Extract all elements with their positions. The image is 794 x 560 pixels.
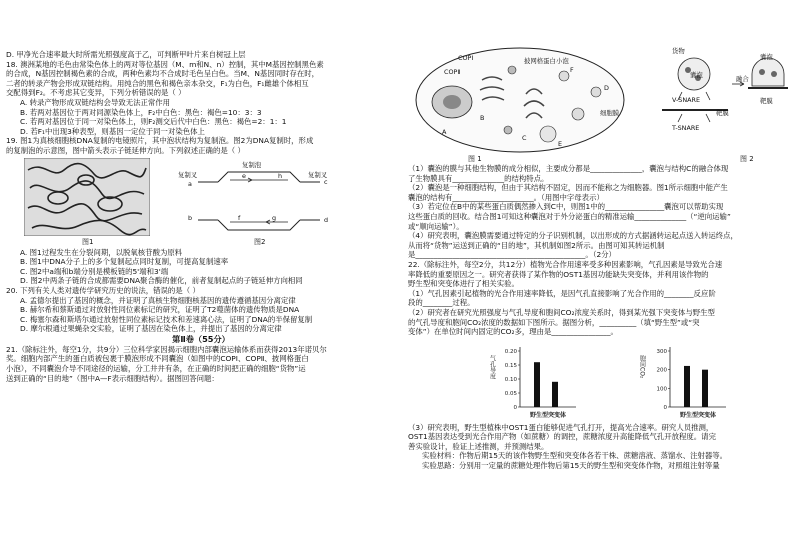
q22-3-line-2: OST1基因表达受到光合作用产物（如蔗糖）的调控，蔗糖浓度升高能降低气孔开放程度。请完: [408, 432, 716, 442]
replication-bubble-diagram: [194, 170, 324, 232]
q18-stem-4: 交配得到F₂。不考虑其它变异，下列分析错误的是（ ）: [6, 88, 186, 98]
chart2-tick-label: 200: [656, 367, 667, 374]
q20-option-a: A. 孟德尔提出了基因的概念，并证明了真核生物细胞核基因的遗传遵循基因分离定律: [20, 295, 296, 305]
q18-option-c: C. 若两对基因位于同一对染色体上，则F₂测交后代中白色：黑色：褐色=2：1：1: [20, 117, 287, 127]
vesicle2-label: 囊泡: [760, 53, 773, 61]
target-membrane-label: 靶膜: [716, 109, 729, 117]
structure-c-label: C: [522, 134, 527, 142]
replication-fork-left-label: 复制叉: [178, 170, 198, 179]
q22-stem-2: 率降低的重要原因之一。研究者获得了某作物的OST1基因功能缺失突变体，并利用该作物的: [408, 269, 709, 279]
q18-option-a: A. 转录产物形成双链结构会导致无法正常作用: [20, 97, 171, 107]
q22-3-line-4: 实验材料：作物后期15天的该作物野生型和突变体各若干株、蔗糖溶液、蒸馏水、注射器等。: [422, 451, 728, 461]
q20-option-c: C. 梅塞尔森和斯塔尔通过放射性同位素标记技术和差速离心法，证明了DNA的半保留复制: [20, 314, 313, 324]
q20-option-b: B. 赫尔希和蔡斯通过对放射性同位素标记的研究，证明了T2噬菌体的遗传物质是DNA: [20, 305, 300, 315]
chart1-bar-2: [552, 381, 558, 406]
chart2-x-label: 野生型突变体: [679, 411, 717, 419]
chart2-tick-label: 300: [656, 348, 667, 355]
label-g: g: [272, 213, 277, 222]
label-h: h: [278, 171, 283, 180]
q21-3-line-2: 这些蛋白质的回收。结合图1可知这种囊泡对于外分泌蛋白的精准运输______________（“逆向运输”: [408, 211, 731, 221]
q21-stem-2: 奖。细胞内部产生的蛋白质被包裹于膜泡形成不同囊泡（如图中的COPⅠ、COPⅡ、披网格蛋白: [6, 354, 309, 364]
q21-1-line-1: （1）囊泡的膜与其他生物膜的成分相似，主要成分都是______________，囊泡与结构C的融合体现: [408, 164, 729, 173]
chart1-x-label: 野生型突变体: [529, 411, 567, 419]
q21-figure: [408, 44, 792, 164]
chart2-tick-label: 0: [663, 404, 667, 411]
clathrin-vesicle-label: 披网格蛋白小泡: [524, 57, 569, 65]
replication-bubble-label: 复制泡: [242, 160, 262, 169]
vesicle-label: 囊泡: [690, 71, 703, 79]
label-e: e: [242, 171, 246, 180]
q21-4-line-3: 是______________________________________________。（2分）: [408, 250, 616, 260]
q19-option-b: B. 图1中DNA分子上的多个复制起点同时复制，可提高复制速率: [20, 257, 229, 267]
q21-4-line-1: （4）研究表明，囊泡膜需要通过特定的分子识别机制，以出形成的方式据涵转运起点送入转运终点，: [408, 231, 738, 241]
q19-stem-1: 19. 图1为真核细胞核DNA复制的电镜照片，其中泡状结构为复制泡。图2为DNA复制时，形成: [6, 136, 314, 146]
q21-stem-1: 21.（除标注外，每空1分，共9分）三位科学家因揭示细胞内部囊泡运输体系而获得2013年诺贝尔: [6, 344, 327, 354]
copII-label: COPⅡ: [444, 68, 461, 76]
t-snare-label: T-SNARE: [672, 124, 700, 132]
structure-b-label: B: [480, 114, 485, 122]
q22-2-line-3: 变体”）在单位时间内固定的CO₂多，理由是________________。: [408, 327, 618, 337]
chart1-tick-label: 0.05: [504, 390, 517, 397]
q21-1-line-2: 了生物膜具有______________的结构特点。: [408, 173, 549, 183]
q22-charts: [408, 337, 792, 423]
q18-option-b: B. 若两对基因位于两对同源染色体上，F₂中白色：黑色：褐色=10：3：3: [20, 107, 262, 117]
q19-stem-2: 的复制泡的示意图，图中箭头表示子链延伸方向。下列叙述正确的是（ ）: [6, 145, 245, 155]
q21-4-line-2: 从而将“货物”运送到正确的“目的地”，其机制如图2所示。由图可知其转运机制: [408, 240, 665, 250]
q22-stem-1: 22.（除标注外，每空2分，共12分）植物光合作用速率受多种因素影响，气孔因素是导致光合速: [408, 259, 723, 269]
q22-1-line-2: 段的________过程。: [408, 298, 475, 308]
copI-label: COPⅠ: [458, 54, 474, 62]
label-f: f: [238, 213, 241, 222]
q22-3-line-1: （3）研究表明，野生型植株中OST1蛋白能够促进气孔打开，提高光合速率。研究人员推测，: [408, 422, 714, 432]
q21-stem-4: 送到正确的“目的地”（图中A—F表示细胞结构）。据图回答问题：: [6, 373, 219, 383]
target2-label: 靶膜: [760, 97, 773, 105]
q21-2-line-2: 囊泡的结构有______________________。（用图中字母表示）: [408, 192, 604, 202]
structure-d-label: D: [604, 84, 609, 92]
chart1-bar-1: [534, 362, 540, 407]
structure-e-label: E: [558, 140, 563, 148]
q17-option-d: D. 甲净光合速率最大时所需光照强度高于乙，可判断甲叶片来自树冠上层: [6, 50, 246, 59]
em-photo: [24, 158, 150, 236]
label-c: c: [324, 177, 328, 186]
section-2-heading: 第Ⅱ卷（55分）: [172, 333, 230, 344]
fig-2-caption: 图 2: [740, 155, 754, 163]
q22-2-line-2: 的气孔导度和胞间CO₂浓度的数据如下图所示。据图分析，__________（填“野生型”或“突: [408, 317, 700, 327]
fusion-label: 融合: [736, 75, 749, 83]
label-a: a: [188, 179, 192, 188]
chart1-tick-label: 0.20: [504, 348, 517, 355]
q19-option-d: D. 图2中两条子链的合成都需要DNA聚合酶的催化，前者复制起点的子链延伸方向相同: [20, 276, 303, 286]
q18-stem-2: 的合成，N基因控制褐色素的合成，两种色素均不合成时毛色呈白色。当M、N基因同时存在时，: [6, 69, 320, 79]
chart2-bar-1: [684, 366, 690, 407]
fig2-caption: 图2: [254, 237, 266, 246]
q22-1-line-1: （1）气孔因素引起植物的光合作用速率降低，是因气孔直接影响了光合作用的________反应阶: [408, 288, 716, 298]
chart1-tick-label: 0.10: [504, 376, 517, 383]
chart1-y-label: 气孔导度: [488, 354, 496, 379]
q21-3-line-1: （3）若定位在B中的某些蛋白质偶然掺入到C中，则图1中的________________囊泡可以帮助实现: [408, 202, 724, 212]
chart2-tick-label: 100: [656, 386, 667, 393]
q19-option-c: C. 图2中a端和b端分别是模板链的5'端和3'端: [20, 266, 169, 276]
q20-stem: 20. 下列有关人类对遗传学研究历史的说法，错误的是（ ）: [6, 285, 200, 295]
fig1-caption: 图1: [82, 237, 94, 246]
fig-1-caption: 图 1: [468, 155, 482, 163]
label-d: d: [324, 215, 329, 224]
bar-charts: [408, 337, 792, 423]
left-column: [6, 0, 396, 383]
chart1-tick-label: 0.15: [504, 362, 517, 369]
chart1-tick-label: 0: [513, 404, 517, 411]
q22-3-line-5: 实验思路：分别用一定量的蔗糖处理作物后第15天的野生型和突变体作物，对照组注射等量: [422, 461, 720, 471]
q20-option-d: D. 摩尔根通过果蝇杂交实验，证明了基因在染色体上，并提出了基因的分离定律: [20, 324, 282, 334]
q21-stem-3: 小泡），不同囊泡介导不同途径的运输，分工井井有条，在正确的时间把正确的细胞“货物”运: [6, 364, 306, 374]
q19-figure: [6, 156, 396, 248]
v-snare-label: V-SNARE: [672, 96, 700, 104]
q22-3-line-3: 善实验设计，验证上述推测，并预测结果。: [408, 441, 549, 451]
q19-option-a: A. 图1过程发生在分裂间期，以脱氧核苷酸为原料: [20, 247, 183, 257]
right-column: [408, 0, 792, 471]
q18-stem-3: 二者的转录产物会形成双链结构。用纯合的黑色和褐色亲本杂交，F₁为白色，F₁雌雄个体相互: [6, 78, 309, 88]
chart2-bar-2: [702, 369, 708, 406]
q18-stem-1: 18. 澳洲某地的毛色由常染色体上的两对等位基因（M、m和N、n）控制，其中M基因控制黑色素: [6, 59, 324, 69]
q18-option-d: D. 若F₁中出现3种表型，则基因一定位于同一对染色体上: [20, 126, 205, 136]
replication-fork-right-label: 复制叉: [308, 170, 328, 179]
q21-2-line-1: （2）囊泡是一种细胞结构，但由于其结构不固定，因而不能称之为细胞器。图1所示细胞中能产生: [408, 183, 728, 193]
q21-3-line-3: 或“顺向运输”）。: [408, 221, 464, 231]
structure-f-label: F: [570, 66, 574, 74]
cell-membrane-label: 细胞膜: [600, 109, 620, 117]
q22-stem-3: 野生型和突变体进行了相关实验。: [408, 279, 519, 289]
chart2-y-label: 胞间CO₂: [638, 354, 646, 379]
cargo-label: 货物: [672, 47, 685, 55]
label-b: b: [188, 213, 193, 222]
q22-2-line-1: （2）研究者在研究光照强度与气孔导度和胞间CO₂浓度关系时，得到某光强下突变体与野生型: [408, 307, 715, 317]
structure-a-label: A: [442, 128, 447, 136]
